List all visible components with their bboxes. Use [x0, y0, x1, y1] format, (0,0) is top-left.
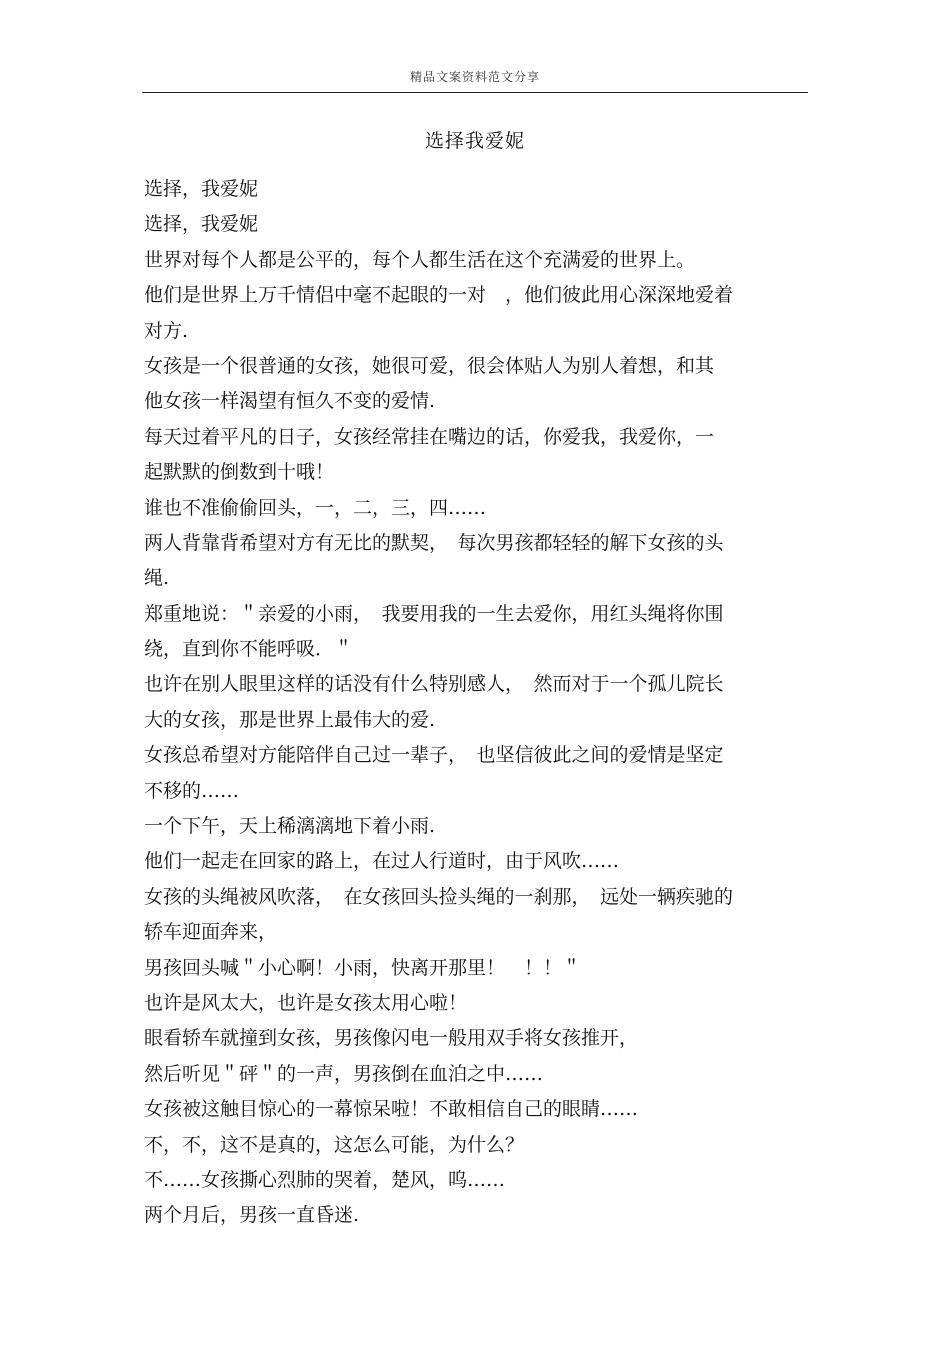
text-line: 绕，直到你不能呼吸．＂ — [144, 638, 354, 661]
header-text: 精品文案资料范文分享 — [409, 70, 540, 84]
text-line: 一个下午，天上稀漓漓地下着小雨. — [144, 815, 436, 838]
text-line: 选择，我爱妮 — [144, 178, 259, 200]
text-line: 然后听见＂砰＂的一声，男孩倒在血泊之中…… — [144, 1062, 544, 1085]
text-line: 大的女孩，那是世界上最伟大的爱. — [144, 708, 436, 731]
text-line: 女孩的头绳被风吹落， 在女孩回头捡头绳的一刹那， 远处一辆疾驰的 — [144, 885, 734, 908]
text-line: 世界对每个人都是公平的，每个人都生活在这个充满爱的世界上。 — [144, 248, 696, 271]
text-line: 女孩总希望对方能陪伴自己过一辈子， 也坚信彼此之间的爱情是坚定 — [144, 744, 724, 767]
text-line: 绳. — [144, 567, 170, 590]
text-line: 不，不，这不是真的，这怎么可能，为什么？ — [144, 1133, 525, 1156]
text-line: 不移的…… — [144, 779, 240, 802]
text-line: 他们是世界上万千情侣中毫不起眼的一对 ，他们彼此用心深深地爱着 — [144, 284, 734, 307]
text-line: 选择，我爱妮 — [144, 213, 259, 236]
text-line: 眼看轿车就撞到女孩，男孩像闪电一般用双手将女孩推开， — [144, 1027, 639, 1050]
text-line: 女孩被这触目惊心的一幕惊呆啦！不敢相信自己的眼睛…… — [144, 1098, 639, 1121]
text-line: 起默默的倒数到十哦！ — [144, 461, 335, 484]
text-line: 两人背靠背希望对方有无比的默契， 每次男孩都轻轻的解下女孩的头 — [144, 531, 724, 554]
text-line: 谁也不准偷偷回头，一，二，三，四…… — [144, 496, 487, 519]
text-line: 郑重地说：＂亲爱的小雨， 我要用我的一生去爱你，用红头绳将你围 — [144, 602, 724, 625]
text-line: 他女孩一样渴望有恒久不变的爱情. — [144, 390, 436, 413]
text-line: 轿车迎面奔来， — [144, 921, 278, 944]
text-line: 也许是风太大，也许是女孩太用心啦！ — [144, 991, 468, 1014]
text-line: 男孩回头喊＂小心啊！小雨，快离开那里！ ！！＂ — [144, 956, 582, 979]
document-body — [144, 172, 808, 1234]
document-title: 选择我爱妮 — [424, 130, 525, 152]
text-line: 对方. — [144, 319, 189, 342]
text-line: 也许在别人眼里这样的话没有什么特别感人， 然而对于一个孤儿院长 — [144, 673, 724, 696]
text-line: 女孩是一个很普通的女孩，她很可爱，很会体贴人为别人着想，和其 — [144, 354, 715, 377]
text-line: 每天过着平凡的日子，女孩经常挂在嘴边的话，你爱我，我爱你，一 — [144, 425, 715, 448]
text-line: 两个月后，男孩一直昏迷. — [144, 1204, 360, 1227]
text-line: 他们一起走在回家的路上，在过人行道时，由于风吹…… — [144, 850, 620, 873]
page-header — [142, 66, 808, 93]
text-line: 不……女孩撕心烈肺的哭着，楚风，呜…… — [144, 1168, 506, 1191]
